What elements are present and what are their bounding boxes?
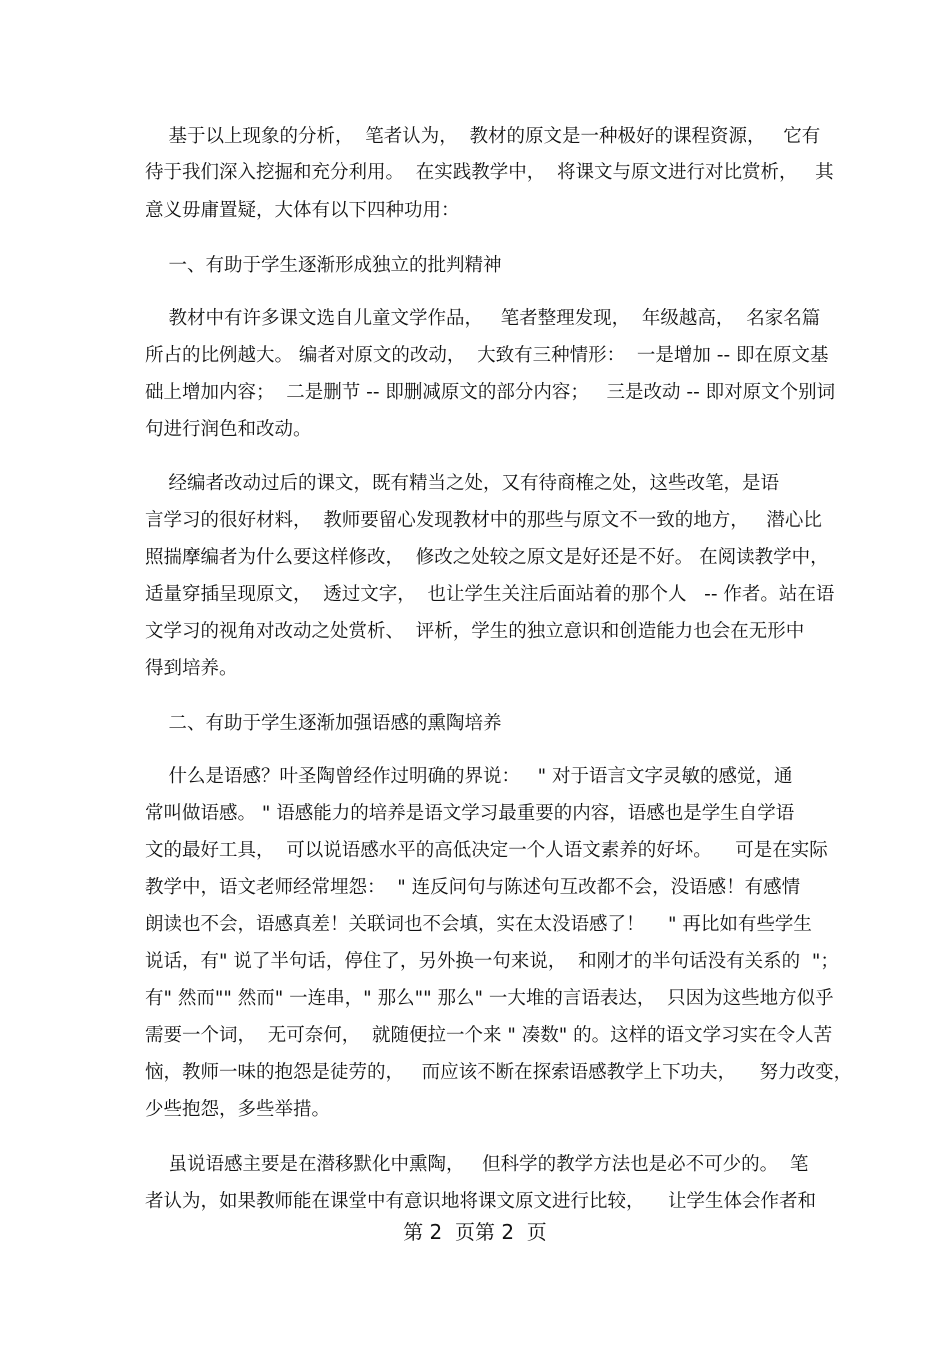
text-line: 说话，有" 说了半句话，停住了，另外换一句来说， 和刚才的半句话没有关系的 "； <box>145 951 839 972</box>
text-line: 什么是语感？叶圣陶曾经作过明确的界说： " 对于语言文字灵敏的感觉，通 <box>145 766 793 787</box>
text-line: 虽说语感主要是在潜移默化中熏陶， 但科学的教学方法也是必不可少的。 笔 <box>145 1154 809 1175</box>
text-line: 待于我们深入挖掘和充分利用。 在实践教学中， 将课文与原文进行对比赏析， 其 <box>145 162 834 183</box>
text-line: 有" 然而"" 然而" 一连串，" 那么"" 那么" 一大堆的言语表达， 只因为这些地方似乎 <box>145 988 834 1009</box>
text-line: 恼，教师一味的抱怨是徒劳的， 而应该不断在探索语感教学上下功夫， 努力改变， <box>145 1062 853 1083</box>
text-line: 础上增加内容； 二是删节 -- 即删减原文的部分内容； 三是改动 -- 即对原文个别词 <box>145 382 836 403</box>
text-line: 句进行润色和改动。 <box>145 419 312 440</box>
text-line: 需要一个词， 无可奈何， 就随便拉一个来 " 凑数" 的。这样的语文学习实在令人苦 <box>145 1025 833 1046</box>
text-line: 得到培养。 <box>145 658 238 679</box>
text-line: 朗读也不会，语感真差！关联词也不会填，实在太没语感了！ " 再比如有些学生 <box>145 914 812 935</box>
text-line: 文学习的视角对改动之处赏析、 评析，学生的独立意识和创造能力也会在无形中 <box>145 621 805 642</box>
text-line: 适量穿插呈现原文， 透过文字， 也让学生关注后面站着的那个人 -- 作者。站在语 <box>145 584 835 605</box>
heading-line: 一、有助于学生逐渐形成独立的批判精神 <box>145 255 502 276</box>
text-line: 照揣摩编者为什么要这样修改， 修改之处较之原文是好还是不好。 在阅读教学中， <box>145 547 829 568</box>
text-line: 常叫做语感。 " 语感能力的培养是语文学习最重要的内容，语感也是学生自学语 <box>145 803 795 824</box>
text-line: 少些抱怨，多些举措。 <box>145 1099 331 1120</box>
text-line: 教材中有许多课文选自儿童文学作品， 笔者整理发现， 年级越高， 名家名篇 <box>145 308 821 329</box>
text-line: 所占的比例越大。 编者对原文的改动， 大致有三种情形： 一是增加 -- 即在原文基 <box>145 345 829 366</box>
heading-line: 二、有助于学生逐渐加强语感的熏陶培养 <box>145 713 502 734</box>
page-number-footer: 第 2 页第 2 页 <box>403 1220 547 1244</box>
text-line: 者认为，如果教师能在课堂中有意识地将课文原文进行比较， 让学生体会作者和 <box>145 1191 817 1212</box>
text-line: 文的最好工具， 可以说语感水平的高低决定一个人语文素养的好坏。 可是在实际 <box>145 840 828 861</box>
text-line: 意义毋庸置疑，大体有以下四种功用： <box>145 200 460 221</box>
text-line: 基于以上现象的分析， 笔者认为， 教材的原文是一种极好的课程资源， 它有 <box>145 126 821 147</box>
text-line: 教学中，语文老师经常埋怨： " 连反问句与陈述句互改都不会，没语感！有感情 <box>145 877 801 898</box>
text-line: 经编者改动过后的课文，既有精当之处，又有待商榷之处，这些改笔，是语 <box>145 473 780 494</box>
text-line: 言学习的很好材料， 教师要留心发现教材中的那些与原文不一致的地方， 潜心比 <box>145 510 822 531</box>
